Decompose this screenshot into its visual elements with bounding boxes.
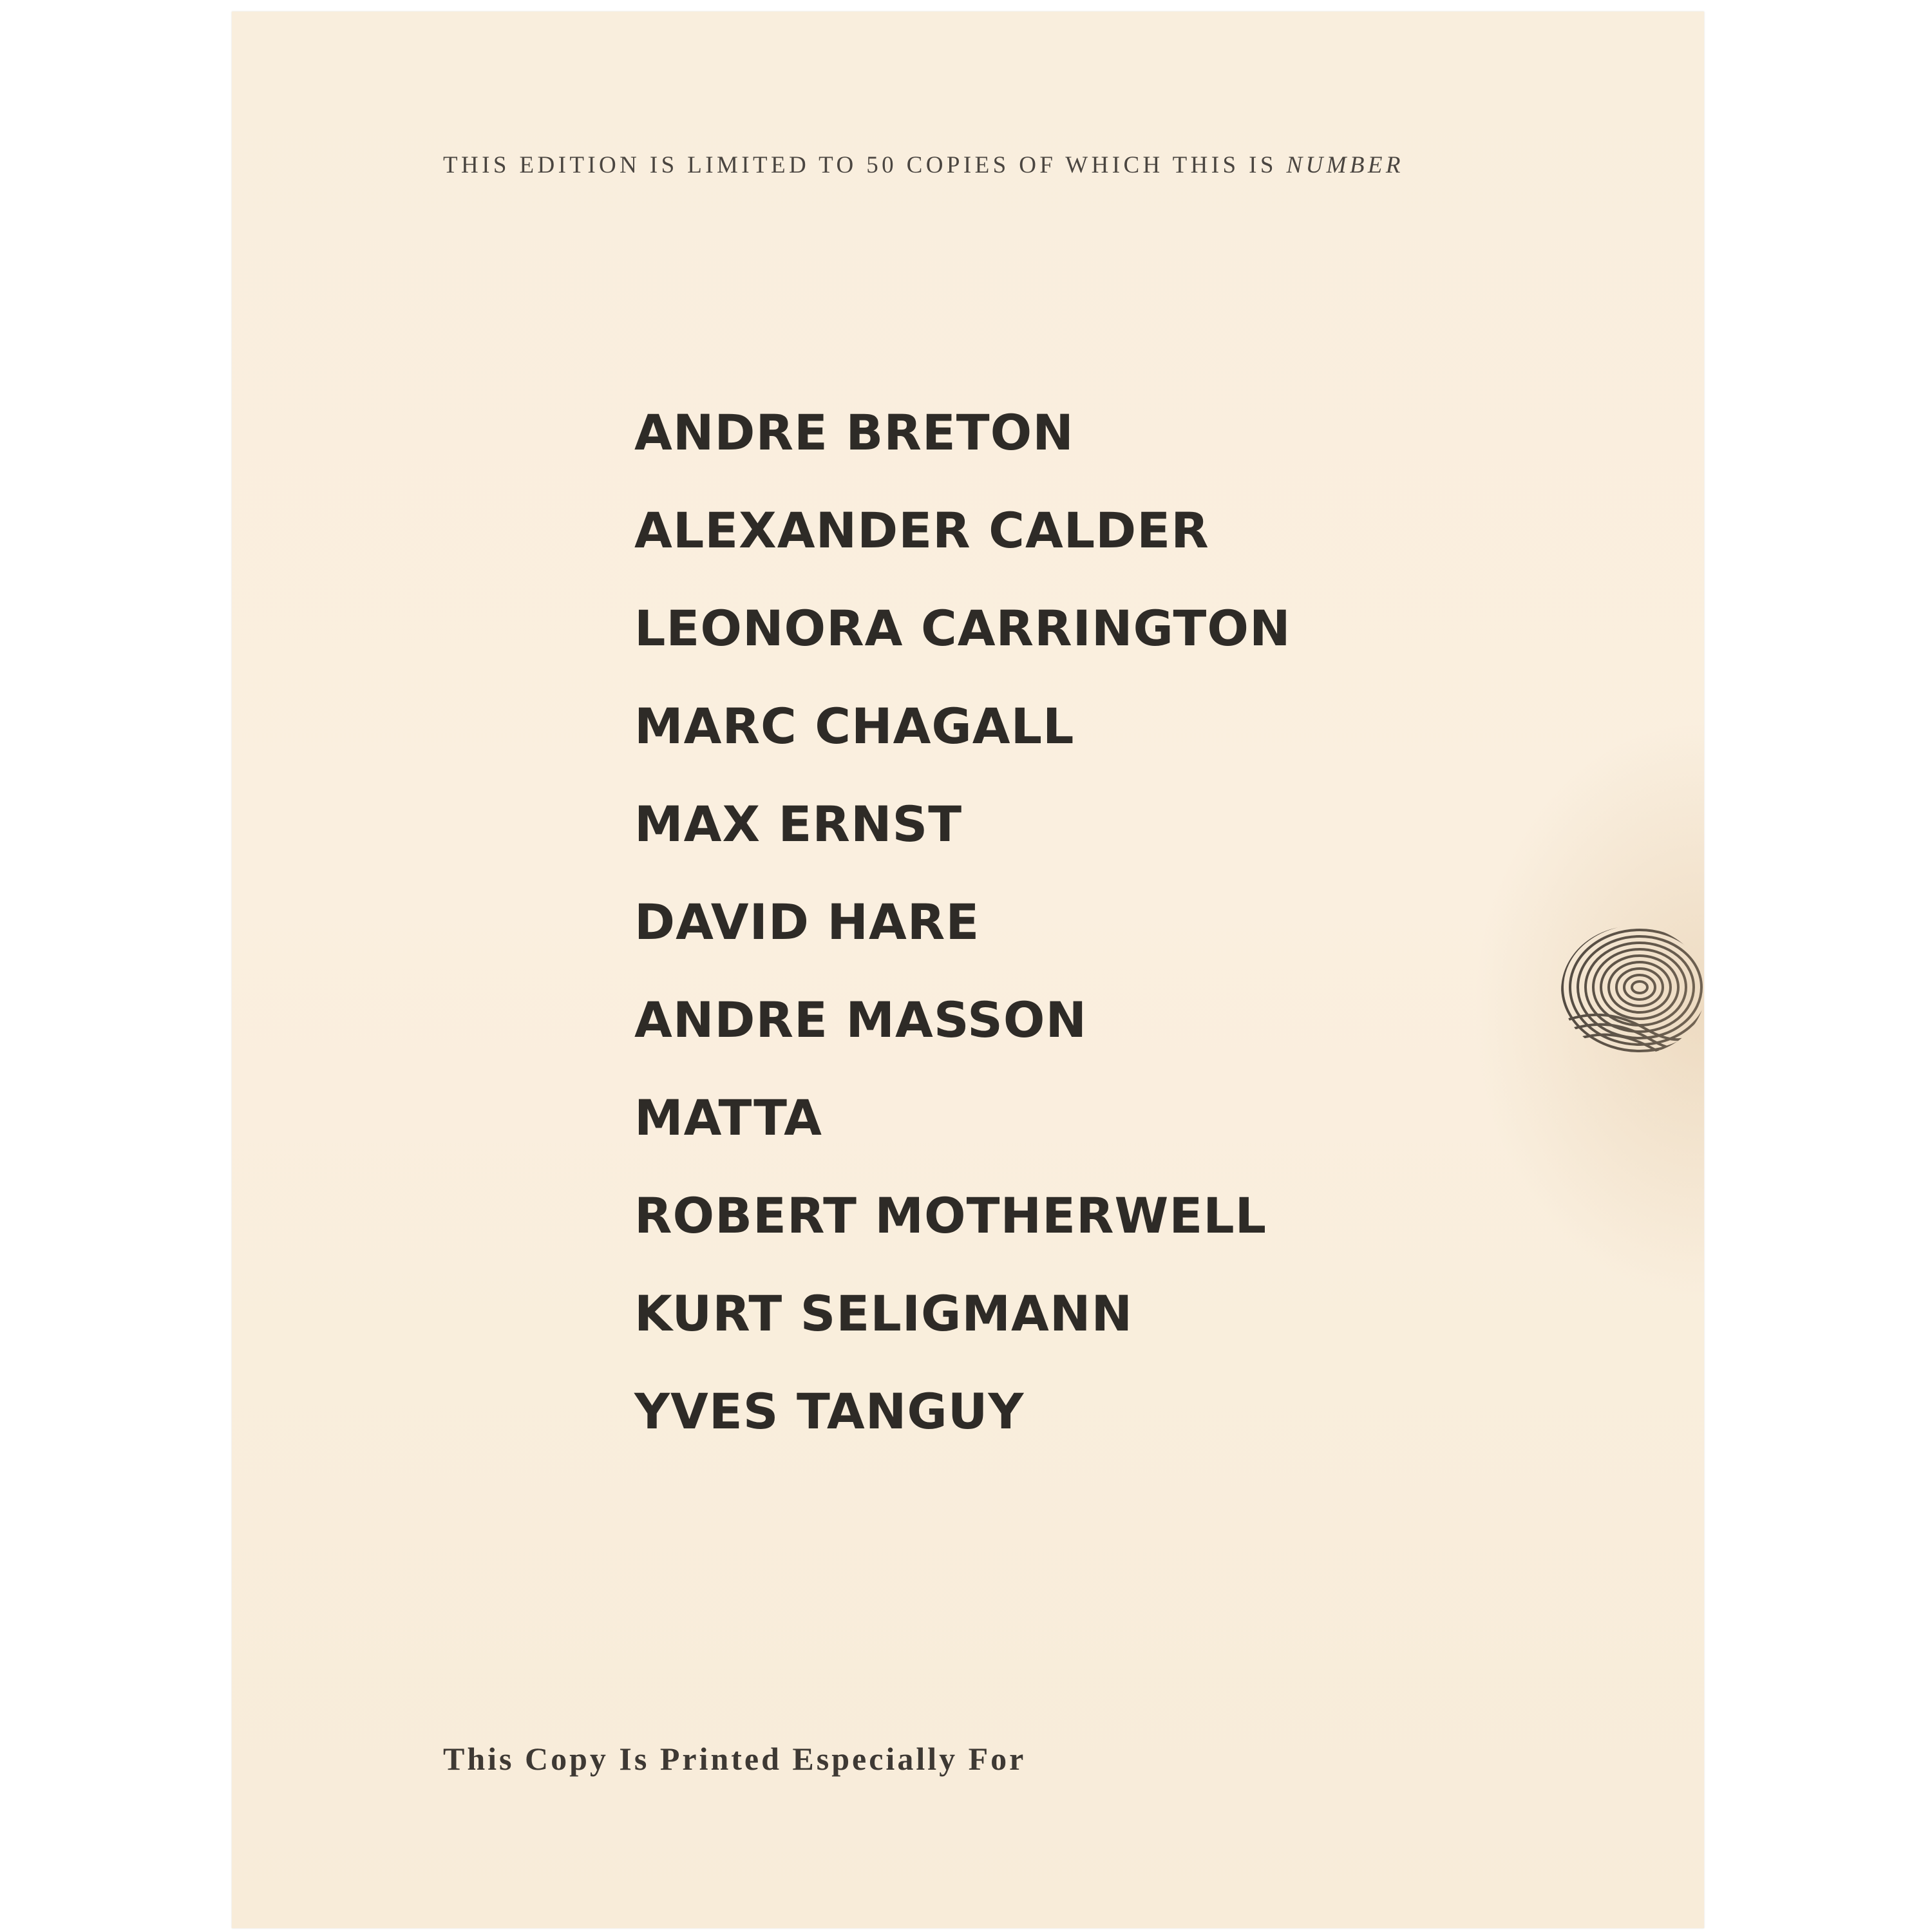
printed-for-line: This Copy Is Printed Especially For: [443, 1741, 1027, 1777]
document-page: [232, 12, 1704, 1928]
artist-name: MATTA: [634, 1089, 822, 1146]
edition-number-label: NUMBER: [1286, 152, 1404, 178]
artist-name: LEONORA CARRINGTON: [634, 600, 1291, 657]
artist-name: ANDRE MASSON: [634, 991, 1088, 1048]
artist-list: [634, 384, 1291, 1461]
artist-name: YVES TANGUY: [634, 1383, 1025, 1440]
artist-name: MAX ERNST: [634, 795, 963, 853]
edition-limit-note: [443, 153, 1538, 177]
edition-limit-text: THIS EDITION IS LIMITED TO 50 COPIES OF WHICH THIS IS: [443, 152, 1287, 178]
fingerprint-mark: [1543, 916, 1704, 1065]
artist-name: ALEXANDER CALDER: [634, 502, 1209, 559]
artist-name: ANDRE BRETON: [634, 404, 1074, 461]
artist-name: ROBERT MOTHERWELL: [634, 1187, 1267, 1244]
artist-name: KURT SELIGMANN: [634, 1285, 1133, 1342]
artist-name: MARC CHAGALL: [634, 697, 1075, 755]
artist-name: DAVID HARE: [634, 893, 980, 951]
